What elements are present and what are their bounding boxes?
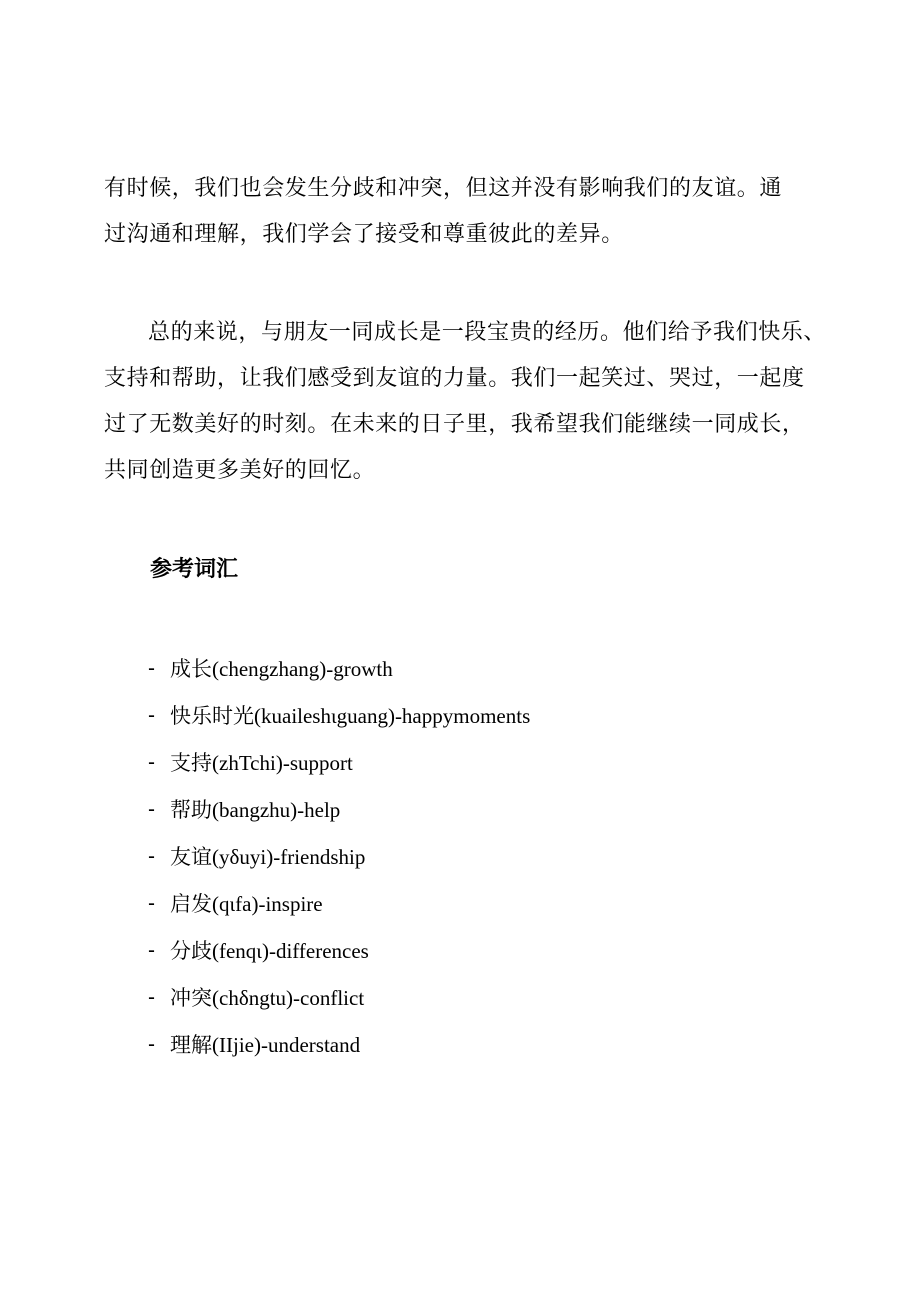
vocab-item <box>148 880 530 927</box>
list-dash: - <box>148 656 155 680</box>
vocab-term: 分歧 <box>170 938 212 963</box>
vocab-term: 冲突 <box>170 985 212 1010</box>
paragraph-line: 过了无数美好的时刻。在未来的日子里，我希望我们能继续一同成长， <box>104 412 805 437</box>
vocab-item <box>148 927 530 974</box>
paragraph-line: 有时候，我们也会发生分歧和冲突，但这并没有影响我们的友谊。通 <box>104 176 783 201</box>
list-dash: - <box>148 985 155 1009</box>
vocab-definition: (fenqι)-differences <box>212 938 369 963</box>
vocab-item <box>148 974 530 1021</box>
vocab-term: 启发 <box>170 891 212 916</box>
vocab-definition: (yδuyi)-friendship <box>212 844 366 869</box>
vocab-term: 理解 <box>170 1032 212 1057</box>
vocab-term: 友谊 <box>170 844 212 869</box>
list-dash: - <box>148 938 155 962</box>
list-dash: - <box>148 1032 155 1056</box>
paragraph-line: 过沟通和理解，我们学会了接受和尊重彼此的差异。 <box>104 222 624 247</box>
list-dash: - <box>148 891 155 915</box>
paragraph-conflict <box>104 166 834 258</box>
vocab-term: 帮助 <box>170 797 212 822</box>
vocab-item <box>148 739 530 786</box>
vocab-term: 成长 <box>170 656 212 681</box>
vocab-definition: (IIjie)-understand <box>212 1032 361 1057</box>
paragraph-line: 支持和帮助，让我们感受到友谊的力量。我们一起笑过、哭过，一起度 <box>104 366 805 391</box>
paragraph-line: 共同创造更多美好的回忆。 <box>104 458 376 483</box>
vocab-item <box>148 786 530 833</box>
vocab-item <box>148 692 530 739</box>
vocab-definition: (chengzhang)-growth <box>212 656 393 681</box>
list-dash: - <box>148 844 155 868</box>
paragraph-summary <box>104 310 834 494</box>
vocab-section-title: 参考词汇 <box>150 557 239 582</box>
vocab-item <box>148 833 530 880</box>
vocab-definition: (zhTchi)-support <box>212 750 353 775</box>
list-dash: - <box>148 750 155 774</box>
vocab-definition: (qιfa)-inspire <box>212 891 323 916</box>
list-dash: - <box>148 703 155 727</box>
vocab-definition: (chδngtu)-conflict <box>212 985 365 1010</box>
paragraph-line: 总的来说，与朋友一同成长是一段宝贵的经历。他们给予我们快乐、 <box>148 320 827 345</box>
vocab-term: 支持 <box>170 750 212 775</box>
vocab-item <box>148 645 530 692</box>
vocab-definition: (kuaileshιguang)-happymoments <box>254 703 531 728</box>
vocab-list <box>148 645 530 1068</box>
vocab-definition: (bangzhu)-help <box>212 797 341 822</box>
vocab-term: 快乐时光 <box>170 703 254 728</box>
list-dash: - <box>148 797 155 821</box>
vocab-item <box>148 1021 530 1068</box>
